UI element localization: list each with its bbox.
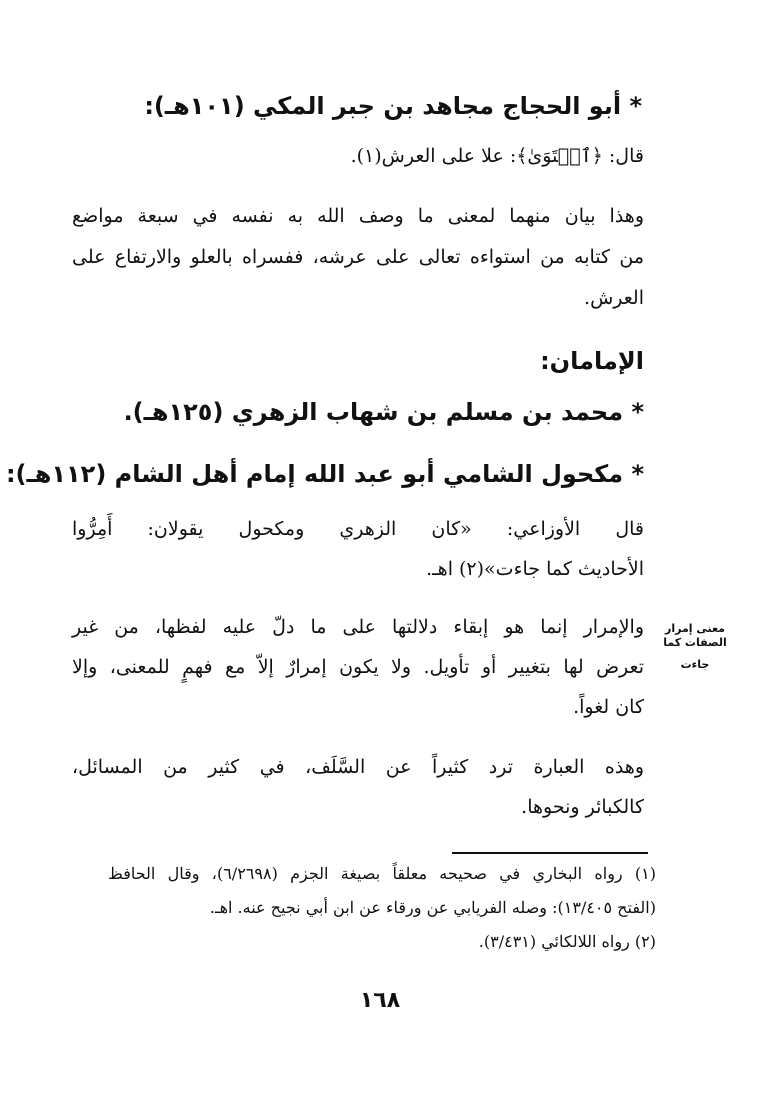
quote-awzai-line-1: قال الأوزاعي: «كان الزهري ومكحول يقولان: أَمِرُّوا: [72, 518, 644, 540]
footnote-separator: [452, 852, 648, 854]
paragraph-2-line-1: والإمرار إنما هو إبقاء دلالتها على ما دلّ عليه لفظها، من غير: [72, 616, 644, 638]
paragraph-3-line-1: وهذه العبارة ترد كثيراً عن السَّلَف، في كثير من المسائل،: [72, 756, 644, 778]
heading-imamaan: الإمامان:: [540, 347, 644, 375]
margin-note: [662, 618, 728, 676]
heading-mujahid: * أبو الحجاج مجاهد بن جبر المكي (١٠١هـ):: [144, 92, 642, 120]
paragraph-1-line-1: وهذا بيان منهما لمعنى ما وصف الله به نفسه في سبعة مواضع: [72, 205, 644, 227]
paragraph-2-line-2: تعرض لها بتغيير أو تأويل. ولا يكون إمرارٌ إلاّ مع فهمٍ للمعنى، وإلا: [72, 656, 644, 678]
margin-note-line-1: معنى إمرار: [665, 622, 725, 635]
quote-awzai-line-2: الأحاديث كما جاءت»(٢) اهـ.: [426, 558, 644, 580]
quote-istawa: قال: ﴿ٱسۡتَوَىٰ﴾: علا على العرش(١).: [350, 145, 644, 167]
paragraph-2-line-3: كان لغواً.: [573, 696, 644, 718]
paragraph-1-line-2: من كتابه من استواءه تعالى على عرشه، ففسراه بالعلو والارتفاع على: [72, 246, 644, 268]
paragraph-3-line-2: كالكبائر ونحوها.: [521, 796, 644, 818]
heading-zuhri: * محمد بن مسلم بن شهاب الزهري (١٢٥هـ).: [123, 398, 644, 426]
margin-note-line-2: الصفات كما: [663, 636, 727, 649]
paragraph-1-line-3: العرش.: [584, 287, 644, 309]
footnote-1-line-1: (١) رواه البخاري في صحيحه معلقاً بصيغة الجزم (٦/٢٦٩٨)، وقال الحافظ: [108, 864, 657, 883]
footnote-1-line-2: (الفتح ١٣/٤٠٥): وصله الفريابي عن ورقاء عن ابن أبي نجيح عنه. اهـ.: [209, 898, 656, 917]
margin-note-line-3: جاءت: [680, 658, 710, 671]
footnote-2: (٢) رواه اللالكائي (٣/٤٣١).: [478, 932, 656, 951]
heading-makhul: * مكحول الشامي أبو عبد الله إمام أهل الشام (١١٢هـ):: [5, 460, 644, 488]
page-number: ١٦٨: [359, 988, 401, 1013]
